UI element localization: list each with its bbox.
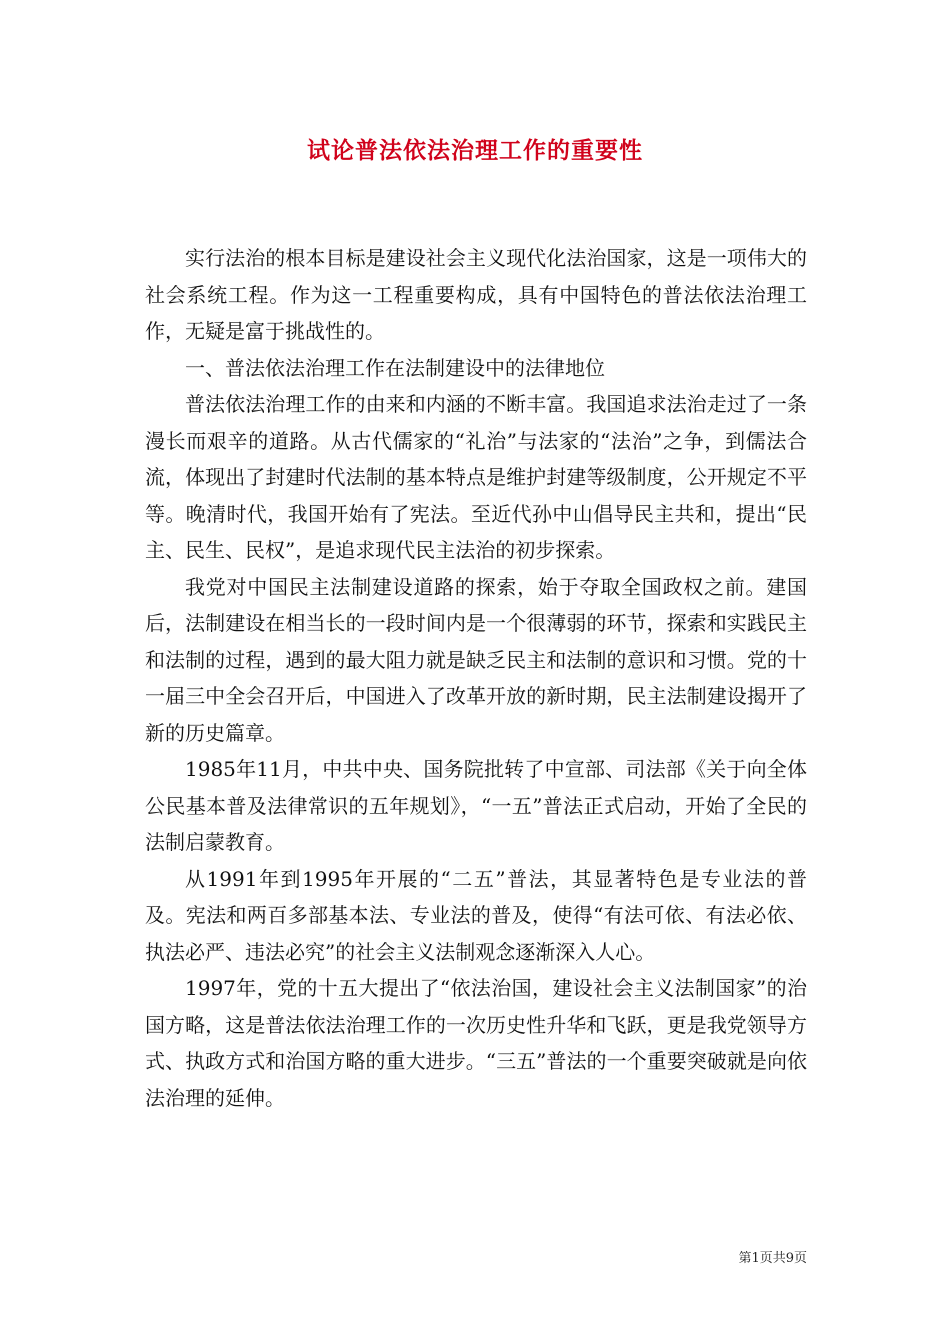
page-number: 第1页共9页 — [738, 1251, 807, 1266]
paragraph-rule-of-law: 1997年，党的十五大提出了“依法治国，建设社会主义法制国家”的治国方略，这是普法依法治理工作的一次历史性升华和飞跃，更是我党领导方式、执政方式和治国方略的重大进步。“三五”普法的一个重要突破就是向依法治理的延伸。 — [145, 976, 807, 1110]
document-title: 试论普法依法治理工作的重要性 — [307, 137, 643, 164]
paragraph-first-five-year-plan: 1985年11月，中共中央、国务院批转了中宣部、司法部《关于向全体公民基本普及法律常识的五年规划》，“一五”普法正式启动，开始了全民的法制启蒙教育。 — [145, 757, 807, 854]
paragraph-history: 普法依法治理工作的由来和内涵的不断丰富。我国追求法治走过了一条漫长而艰辛的道路。从古代儒家的“礼治”与法家的“法治”之争，到儒法合流，体现出了封建时代法制的基本特点是维护封建等级制度，公开规定不平等。晚清时代，我国开始有了宪法。至近代孙中山倡导民主共和，提出“民主、民生、民权”，是追求现代民主法治的初步探索。 — [145, 392, 807, 562]
paragraph-party-exploration: 我党对中国民主法制建设道路的探索，始于夺取全国政权之前。建国后，法制建设在相当长的一段时间内是一个很薄弱的环节，探索和实践民主和法制的过程，遇到的最大阻力就是缺乏民主和法制的意识和习惯。党的十一届三中全会召开后，中国进入了改革开放的新时期，民主法制建设揭开了新的历史篇章。 — [145, 574, 807, 745]
document-body — [145, 240, 807, 1116]
paragraph-second-five-year-plan: 从1991年到1995年开展的“二五”普法，其显著特色是专业法的普及。宪法和两百多部基本法、专业法的普及，使得“有法可依、有法必依、执法必严、违法必究”的社会主义法制观念逐渐深入人心。 — [145, 866, 807, 964]
paragraph-intro: 实行法治的根本目标是建设社会主义现代化法治国家，这是一项伟大的社会系统工程。作为这一工程重要构成，具有中国特色的普法依法治理工作，无疑是富于挑战性的。 — [145, 246, 807, 343]
section-heading: 一、普法依法治理工作在法制建设中的法律地位 — [185, 355, 605, 380]
